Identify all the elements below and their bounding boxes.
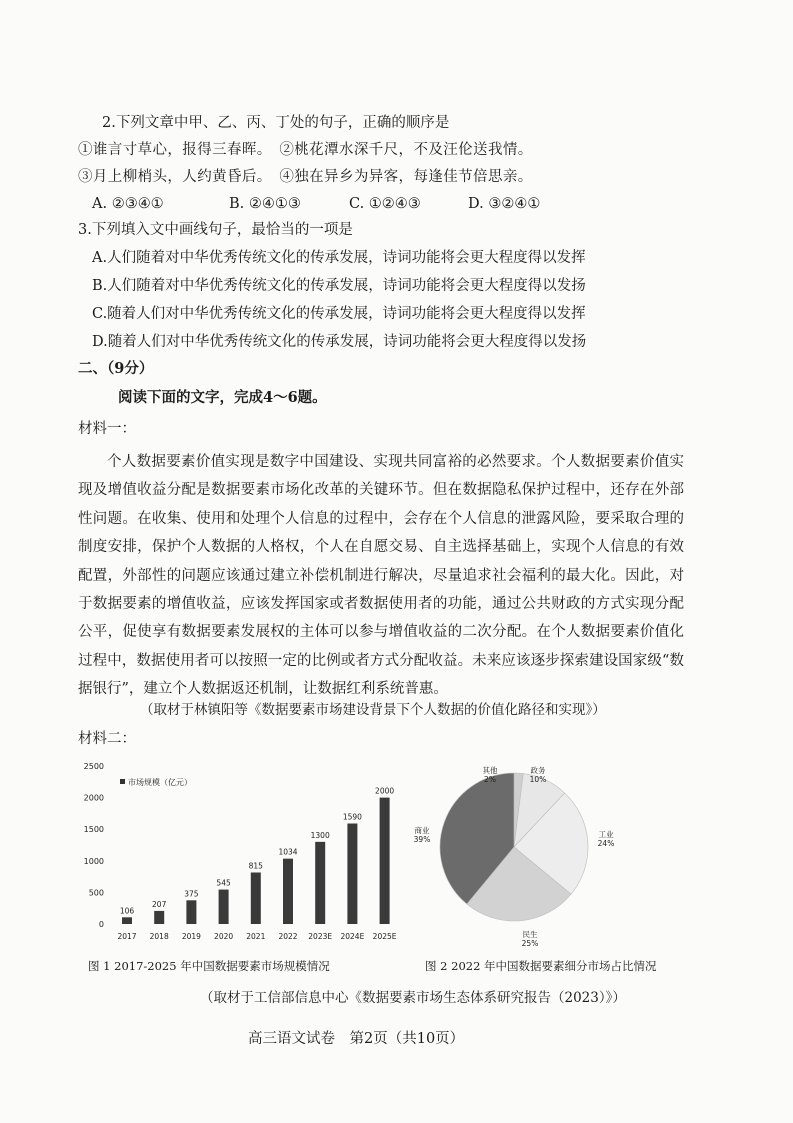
bar <box>186 900 196 924</box>
x-tick-label: 2023E <box>308 932 333 941</box>
bar <box>315 842 325 924</box>
bar <box>283 859 293 924</box>
material1-source: （取材于林镇阳等《数据要素市场建设背景下个人数据的价值化路径和实现》） <box>140 702 606 718</box>
bar-value-label: 207 <box>152 899 167 909</box>
x-tick-label: 2021 <box>246 932 266 941</box>
q2-line1: ①谁言寸草心，报得三春晖。 ②桃花潭水深千尺，不及汪伦送我情。 <box>78 142 533 158</box>
pie-slice-label: 民生 <box>522 930 538 939</box>
q2-line2: ③月上柳梢头，人约黄昏后。 ④独在异乡为异客，每逢佳节倍思亲。 <box>78 169 533 185</box>
market-size-bar-chart <box>70 752 420 947</box>
legend-label: 市场规模（亿元） <box>128 778 192 787</box>
bar-value-label: 106 <box>119 906 135 916</box>
pie-slice-percent: 2% <box>484 775 496 784</box>
material1-paragraph: 个人数据要素价值实现是数字中国建设、实现共同富裕的必然要求。个人数据要素价值实现及增值收益分配是数据要素市场化改革的关键环节。但在数据隐私保护过程中，还存在外部性问题。在收集、使用和处理个人信息的过程中，会存在个人信息的泄露风险，要采取合理的制度安排，保护个人数据的人格权，个人在自愿交易、自主选择基础上，实现个人信息的有效配置，外部性的问题应该通过建立补偿机制进行解决，尽量追求社会福利的最大化。因此，对于数据要素的增值收益，应该发挥国家或者数据使用者的功能，通过公共财政的方式实现分配公平，促使享有数据要素发展权的主体可以参与增值收益的二次分配。在个人数据要素价值化过程中，数据使用者可以按照一定的比例或者方式分配收益。未来应该逐步探索建设国家级“数据银行”，建立个人数据返还机制，让数据红利系统普惠。 <box>78 454 684 698</box>
bar <box>347 824 357 924</box>
x-tick-label: 2018 <box>149 932 169 941</box>
pie-slice-label: 政务 <box>530 766 546 775</box>
material2-source: （取材于工信部信息中心《数据要素市场生态体系研究报告（2023）》） <box>200 990 626 1006</box>
q3-option-b[interactable]: B.人们随着对中华优秀传统文化的传承发展，诗词功能将会更大程度得以发扬 <box>92 278 586 294</box>
bar <box>219 890 229 924</box>
bar-value-label: 815 <box>248 861 263 871</box>
x-tick-label: 2022 <box>278 932 298 941</box>
figure1-caption: 图 1 2017-2025 年中国数据要素市场规模情况 <box>88 959 330 973</box>
y-tick-label: 500 <box>88 888 104 898</box>
y-tick-label: 2000 <box>83 793 104 803</box>
y-tick-label: 1000 <box>83 856 104 866</box>
pie-slice-percent: 25% <box>521 939 539 947</box>
material2-label: 材料二： <box>78 731 136 747</box>
q2-stem: 2.下列文章中甲、乙、丙、丁处的句子，正确的顺序是 <box>102 115 450 131</box>
x-tick-label: 2020 <box>214 932 234 941</box>
x-tick-label: 2024E <box>340 932 365 941</box>
x-tick-label: 2019 <box>181 932 201 941</box>
bar <box>154 911 164 924</box>
x-tick-label: 2025E <box>372 932 397 941</box>
material1-label: 材料一： <box>78 421 136 437</box>
q3-option-a[interactable]: A.人们随着对中华优秀传统文化的传承发展，诗词功能将会更大程度得以发挥 <box>92 250 586 266</box>
q3-option-d[interactable]: D.随着人们对中华优秀传统文化的传承发展，诗词功能将会更大程度得以发扬 <box>92 334 587 350</box>
q3-option-c[interactable]: C.随着人们对中华优秀传统文化的传承发展，诗词功能将会更大程度得以发挥 <box>92 306 586 322</box>
x-tick-label: 2017 <box>117 932 137 941</box>
bar <box>251 872 261 924</box>
pie-slice-percent: 10% <box>529 775 547 784</box>
bar-value-label: 1300 <box>310 830 330 840</box>
pie-slice-label: 工业 <box>598 830 614 839</box>
page-footer: 高三语文试卷 第2页（共10页） <box>248 1031 465 1047</box>
q2-choice-d[interactable]: D. ③②④① <box>468 196 541 212</box>
bar-value-label: 1590 <box>342 812 362 822</box>
pie-slice-percent: 24% <box>597 839 615 848</box>
pie-slice-label: 商业 <box>414 826 430 835</box>
y-tick-label: 0 <box>98 920 104 929</box>
bar <box>380 798 390 924</box>
y-tick-label: 2500 <box>83 762 104 771</box>
bar-value-label: 375 <box>184 889 199 899</box>
reading-instruction: 阅读下面的文字，完成4～6题。 <box>118 389 327 406</box>
q2-choice-c[interactable]: C. ①②④③ <box>349 196 421 212</box>
section-heading: 二、（9分） <box>78 360 154 377</box>
legend-swatch <box>120 779 125 784</box>
pie-slice-percent: 39% <box>413 835 431 844</box>
figure2-caption: 图 2 2022 年中国数据要素细分市场占比情况 <box>425 959 657 973</box>
segment-share-pie-chart <box>410 752 650 947</box>
y-tick-label: 1500 <box>83 825 104 835</box>
bar-value-label: 2000 <box>375 786 395 796</box>
q2-choices <box>0 193 793 215</box>
bar-value-label: 1034 <box>278 847 298 857</box>
q2-choice-a[interactable]: A. ②③④① <box>92 196 164 212</box>
q2-choice-b[interactable]: B. ②④①③ <box>229 196 301 212</box>
pie-slice-label: 其他 <box>482 766 498 775</box>
bar <box>122 917 132 924</box>
bar-value-label: 545 <box>216 878 231 888</box>
q3-stem: 3.下列填入文中画线句子，最恰当的一项是 <box>78 222 353 238</box>
